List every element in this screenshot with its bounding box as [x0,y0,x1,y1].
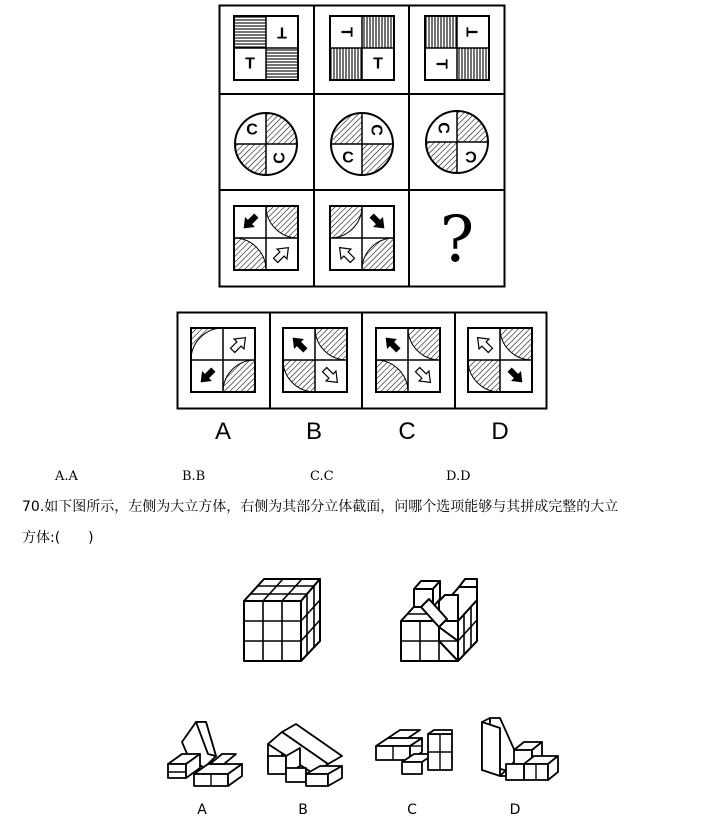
piece-label-d: D [509,802,521,818]
letter-c: C [342,149,354,167]
letter-c: C [367,124,385,136]
matrix-cell-2-3 [426,111,488,173]
question-70-line-2: 方体:( ) [22,530,94,546]
matrix-cell-2-1 [235,113,297,175]
piece-option-a[interactable] [160,716,244,788]
large-cube-figure [240,575,324,667]
letter-t: T [432,59,450,69]
letter-c: C [434,122,452,134]
piece-option-b[interactable] [262,716,346,788]
answer-label-c: C [398,418,416,445]
answer-label-b: B [305,418,322,445]
answer-label-a: A [214,418,231,445]
letter-t: T [277,23,287,41]
letter-t: T [337,27,355,37]
piece-option-d[interactable] [476,714,560,786]
answer-options-strip [176,311,548,410]
option-c[interactable]: C.C [310,469,334,484]
option-d[interactable]: D.D [446,469,471,484]
letter-c: C [465,147,477,165]
letter-t: T [245,55,255,73]
question-70-line-1: 70.如下图所示，左侧为大立方体，右侧为其部分立体截面，问哪个选项能够与其拼成完整的大立 [22,499,619,515]
question-mark: ? [439,203,475,277]
partial-cube-figure [397,575,481,667]
letter-t: T [464,27,482,37]
piece-label-a: A [197,802,207,818]
matrix-cell-2-2 [331,113,393,175]
letter-c: C [271,152,289,164]
figure-matrix [218,4,506,288]
option-b[interactable]: B.B [182,469,206,484]
letter-t: T [373,55,383,73]
option-a[interactable]: A.A [55,469,78,484]
answer-label-d: D [491,418,509,445]
piece-label-c: C [407,802,417,818]
piece-label-b: B [298,802,308,818]
piece-option-c[interactable] [372,728,456,778]
letter-c: C [246,121,258,139]
